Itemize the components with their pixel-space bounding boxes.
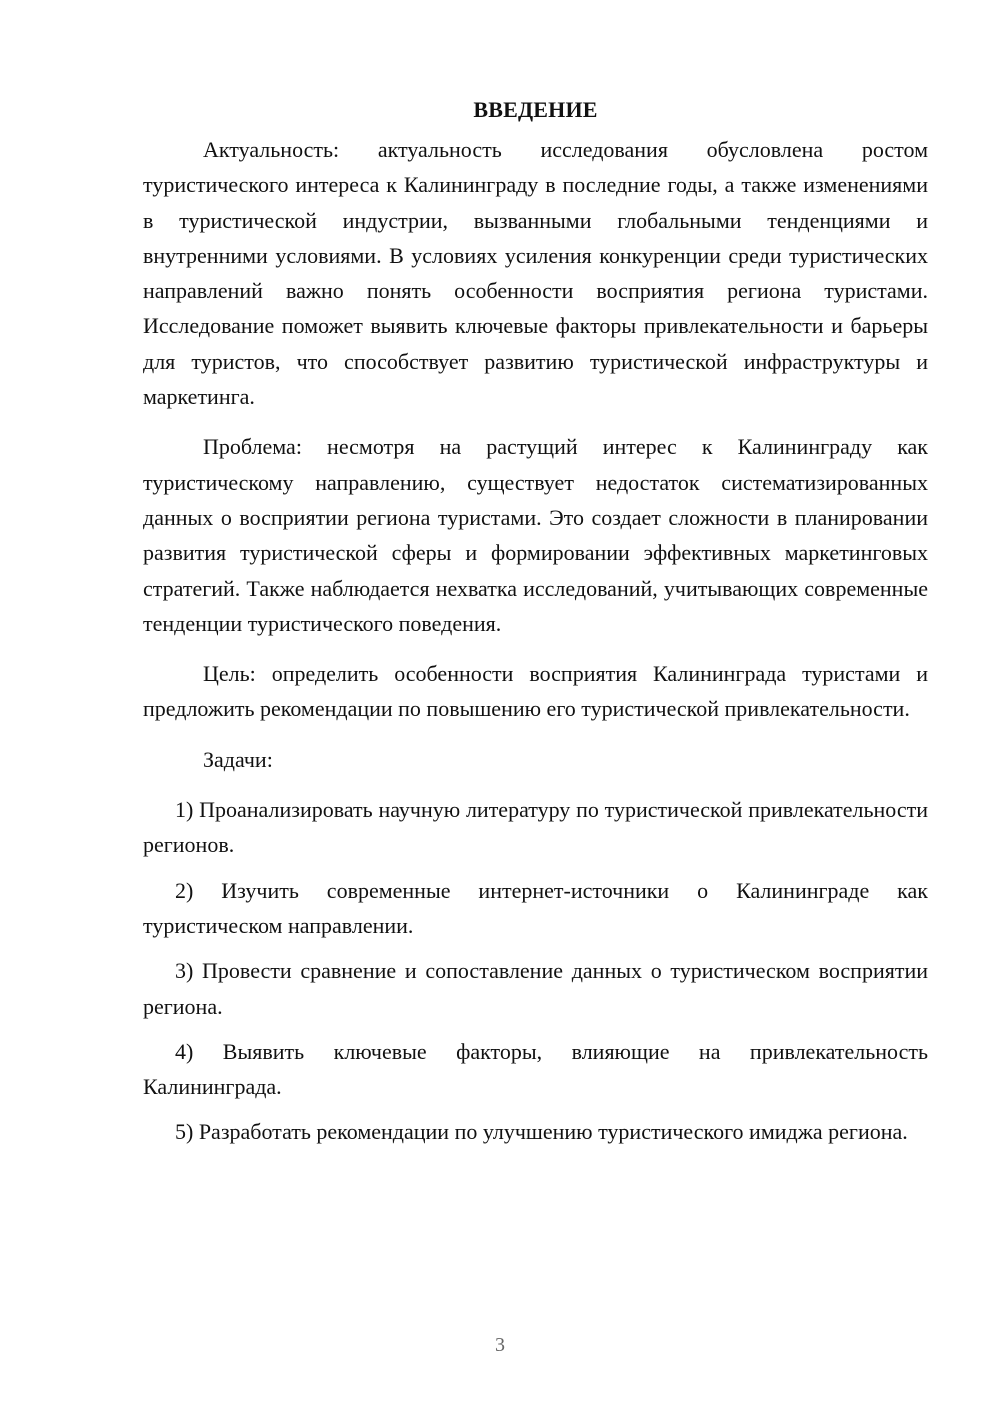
- page-number: 3: [495, 1334, 505, 1356]
- task-item: 4) Выявить ключевые факторы, влияющие на привлекательность Калининграда.: [143, 1038, 928, 1100]
- paragraph-goal: Цель: определить особенности восприятия Калининграда туристами и предложить рекомендации по повышению его туристической привлекательности.: [143, 661, 928, 722]
- task-item: 5) Разработать рекомендации по улучшению туристического имиджа региона.: [175, 1119, 908, 1145]
- section-heading: ВВЕДЕНИЕ: [473, 97, 598, 122]
- paragraph-problem: Проблема: несмотря на растущий интерес к Калининграду как туристическому направлению, существует недостаток систематизированных данных о восприятии региона туристами. Это создает сложности в планировании развития туристической сферы и формировании эффективных маркетинговых стратегий. Также наблюдается нехватка исследований, учитывающих современные тенденции туристического поведения.: [143, 434, 928, 636]
- task-item: 3) Провести сравнение и сопоставление данных о туристическом восприятии региона.: [143, 958, 928, 1019]
- task-item: 1) Проанализировать научную литературу по туристической привлекательности регионов.: [143, 797, 928, 858]
- tasks-title: Задачи:: [203, 746, 273, 772]
- document-page: [143, 92, 928, 1160]
- task-item: 2) Изучить современные интернет-источники о Калининграде как туристическом направлении.: [143, 877, 928, 938]
- paragraph-relevance: Актуальность: актуальность исследования обусловлена ростом туристического интереса к Калининграду в последние годы, а также изменениями в туристической индустрии, вызванными глобальными тенденциями и внутренними условиями. В условиях усиления конкуренции среди туристических направлений важно понять особенности восприятия региона туристами. Исследование поможет выявить ключевые факторы привлекательности и барьеры для туристов, что способствует развитию туристической инфраструктуры и маркетинга.: [143, 137, 928, 410]
